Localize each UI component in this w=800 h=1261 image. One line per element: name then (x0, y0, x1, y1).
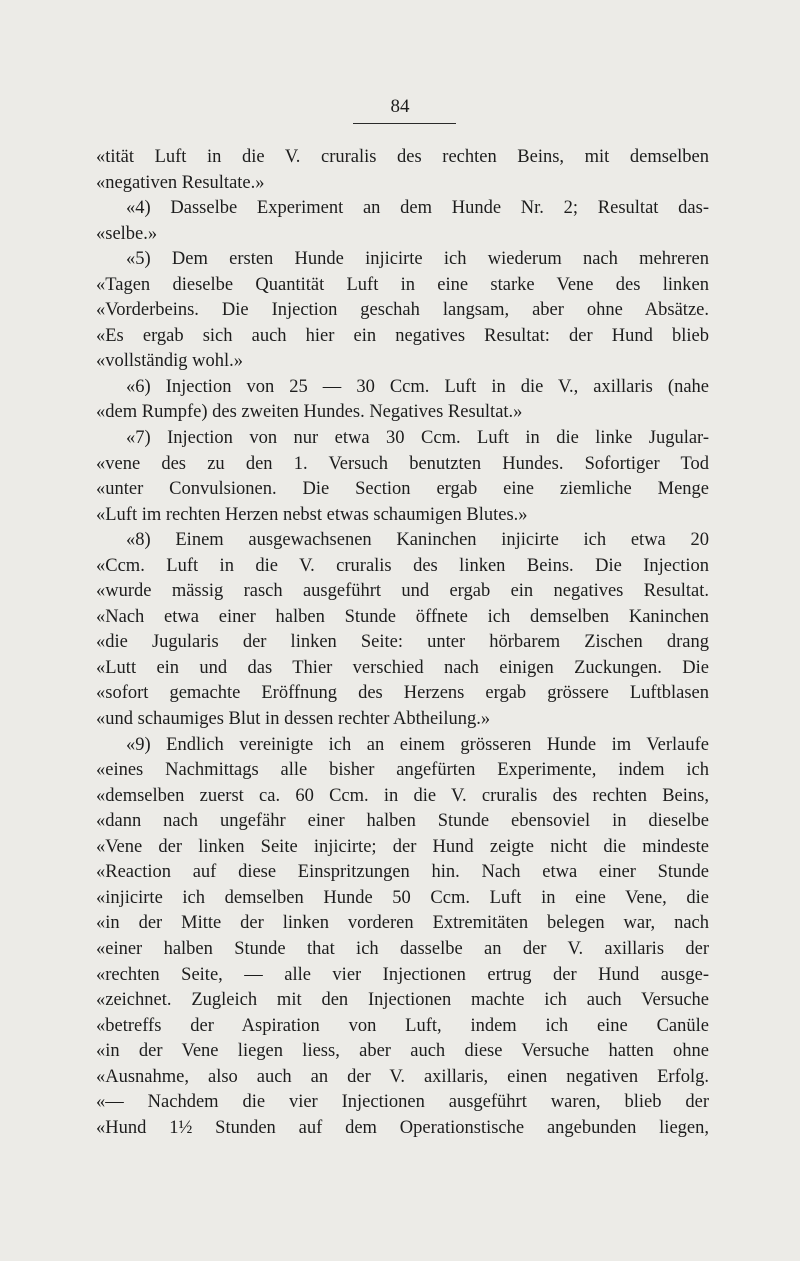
text-line: «Nach etwa einer halben Stunde öffnete ich demselben Kaninchen (96, 606, 709, 627)
text-line: «betreffs der Aspiration von Luft, indem ich eine Canüle (96, 1015, 709, 1036)
text-line: «negativen Resultate.» (96, 172, 265, 193)
text-line: «vollständig wohl.» (96, 351, 243, 372)
text-line: «tität Luft in die V. cruralis des rechten Beins, mit demselben (96, 147, 709, 167)
text-line: «unter Convulsionen. Die Section ergab eine ziemliche Menge (96, 479, 709, 500)
text-line: «4) Dasselbe Experiment an dem Hunde Nr. 2; Resultat das- (126, 198, 709, 219)
text-line: «5) Dem ersten Hunde injicirte ich wiederum nach mehreren (126, 249, 709, 270)
text-line: «die Jugularis der linken Seite: unter hörbarem Zischen drang (96, 632, 709, 653)
text-line: «Tagen dieselbe Quantität Luft in eine starke Vene des linken (96, 274, 709, 295)
text-line: «injicirte ich demselben Hunde 50 Ccm. Luft in eine Vene, die (96, 887, 709, 908)
text-line: «in der Mitte der linken vorderen Extremitäten belegen war, nach (96, 913, 709, 934)
text-line: «dann nach ungefähr einer halben Stunde ebensoviel in dieselbe (96, 811, 709, 832)
header-rule (353, 123, 456, 124)
text-line: «wurde mässig rasch ausgeführt und ergab ein negatives Resultat. (96, 581, 709, 602)
text-line: «sofort gemachte Eröffnung des Herzens ergab grössere Luftblasen (96, 683, 709, 704)
page-number: 84 (390, 96, 410, 117)
text-line: «7) Injection von nur etwa 30 Ccm. Luft in die linke Jugular- (126, 428, 709, 449)
text-body (96, 145, 709, 1141)
text-line: «Ccm. Luft in die V. cruralis des linken Beins. Die Injection (96, 555, 709, 576)
text-line: «Reaction auf diese Einspritzungen hin. Nach etwa einer Stunde (96, 862, 709, 883)
text-line: «Vorderbeins. Die Injection geschah langsam, aber ohne Absätze. (96, 300, 709, 321)
text-line: «9) Endlich vereinigte ich an einem grösseren Hunde im Verlaufe (126, 734, 709, 755)
text-line: «8) Einem ausgewachsenen Kaninchen injicirte ich etwa 20 (126, 530, 709, 551)
text-line: «vene des zu den 1. Versuch benutzten Hundes. Sofortiger Tod (96, 453, 709, 474)
text-line: «Ausnahme, also auch an der V. axillaris, einen negativen Erfolg. (96, 1066, 709, 1087)
text-line: «in der Vene liegen liess, aber auch diese Versuche hatten ohne (96, 1041, 709, 1062)
text-line: «6) Injection von 25 — 30 Ccm. Luft in die V., axillaris (nahe (126, 376, 709, 397)
text-line: «zeichnet. Zugleich mit den Injectionen machte ich auch Versuche (96, 990, 709, 1011)
text-line: «Es ergab sich auch hier ein negatives Resultat: der Hund blieb (96, 325, 709, 346)
text-line: «rechten Seite, — alle vier Injectionen ertrug der Hund ausge- (96, 964, 709, 985)
text-line: «dem Rumpfe) des zweiten Hundes. Negatives Resultat.» (96, 402, 523, 423)
text-line: «einer halben Stunde that ich dasselbe an der V. axillaris der (96, 938, 709, 959)
text-line: «demselben zuerst ca. 60 Ccm. in die V. cruralis des rechten Beins, (96, 785, 709, 806)
text-line: «Hund 1½ Stunden auf dem Operationstische angebunden liegen, (96, 1117, 709, 1138)
text-line: «eines Nachmittags alle bisher angefürten Experimente, indem ich (96, 760, 709, 781)
text-line: «Vene der linken Seite injicirte; der Hund zeigte nicht die mindeste (96, 836, 709, 857)
text-line: «— Nachdem die vier Injectionen ausgeführt waren, blieb der (96, 1092, 709, 1113)
text-line: «und schaumiges Blut in dessen rechter Abtheilung.» (96, 709, 491, 730)
text-line: «selbe.» (96, 223, 158, 244)
text-line: «Lutt ein und das Thier verschied nach einigen Zuckungen. Die (96, 657, 709, 678)
text-line: «Luft im rechten Herzen nebst etwas schaumigen Blutes.» (96, 504, 528, 525)
